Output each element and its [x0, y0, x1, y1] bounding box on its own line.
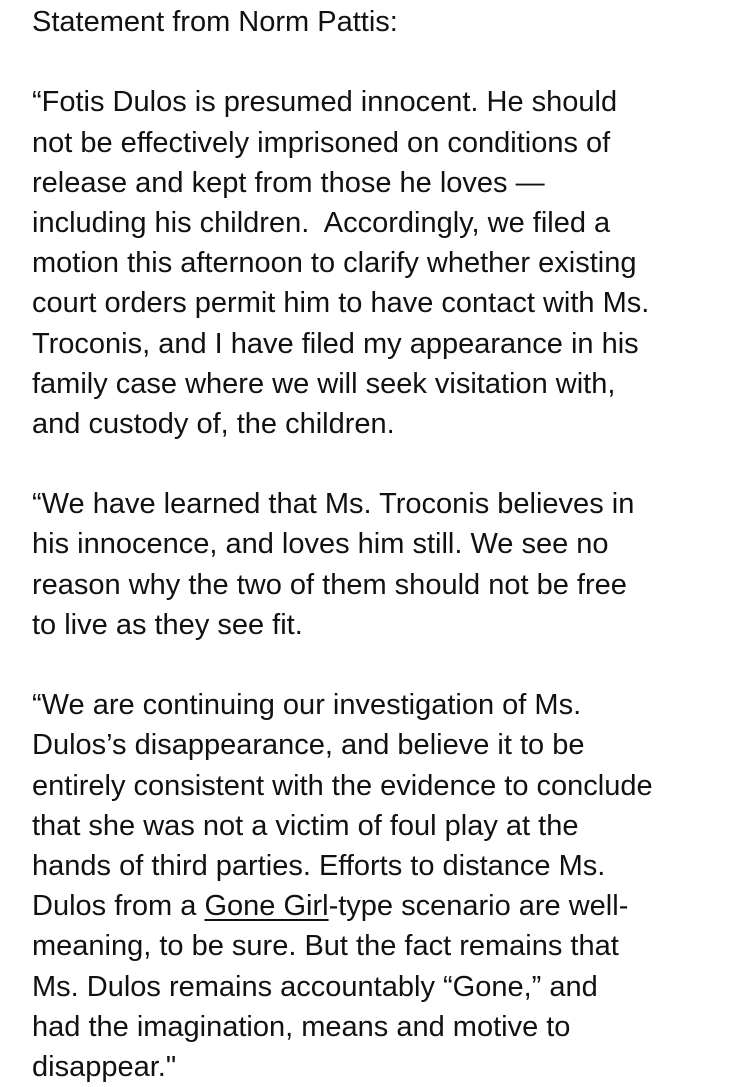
paragraph-1	[32, 82, 732, 444]
paragraph-line: release and kept from those he loves —	[32, 166, 545, 199]
paragraph-line: “We have learned that Ms. Troconis believes in	[32, 488, 635, 521]
gone-girl-link[interactable]: Gone Girl	[204, 890, 329, 923]
paragraph-3	[32, 685, 732, 1087]
paragraph-line-with-link	[32, 886, 732, 926]
paragraph-line: and custody of, the children.	[32, 407, 395, 440]
paragraph-line: not be effectively imprisoned on conditions of	[32, 126, 611, 159]
statement-heading: Statement from Norm Pattis:	[32, 6, 398, 38]
paragraph-line: Dulos’s disappearance, and believe it to be	[32, 729, 585, 762]
paragraph-line: had the imagination, means and motive to	[32, 1010, 571, 1043]
paragraph-gap	[32, 444, 732, 484]
link-line-before: Dulos from a	[32, 890, 205, 923]
paragraph-gap	[32, 42, 732, 82]
paragraph-gap	[32, 645, 732, 685]
paragraph-line: Ms. Dulos remains accountably “Gone,” and	[32, 970, 598, 1003]
paragraph-line: reason why the two of them should not be free	[32, 568, 627, 601]
paragraph-line: his innocence, and loves him still. We see no	[32, 528, 609, 561]
paragraph-line: “Fotis Dulos is presumed innocent. He should	[32, 86, 618, 119]
paragraph-line: motion this afternoon to clarify whether existing	[32, 247, 637, 280]
paragraph-line: court orders permit him to have contact with Ms.	[32, 287, 650, 320]
link-line-after: -type scenario are well-	[328, 890, 629, 923]
paragraph-line: entirely consistent with the evidence to conclude	[32, 769, 653, 802]
paragraph-line: “We are continuing our investigation of Ms.	[32, 689, 582, 722]
paragraph-line: to live as they see fit.	[32, 608, 303, 641]
paragraph-line: hands of third parties. Efforts to distance Ms.	[32, 849, 606, 882]
paragraph-line: disappear."	[32, 1050, 177, 1083]
paragraph-line: meaning, to be sure. But the fact remains that	[32, 930, 619, 963]
paragraph-line: family case where we will seek visitation with,	[32, 367, 616, 400]
paragraph-line: that she was not a victim of foul play at the	[32, 809, 579, 842]
paragraph-line: including his children. Accordingly, we filed a	[32, 206, 611, 239]
paragraph-2	[32, 484, 732, 645]
statement-document	[32, 0, 732, 1087]
paragraph-line: Troconis, and I have filed my appearance in his	[32, 327, 639, 360]
